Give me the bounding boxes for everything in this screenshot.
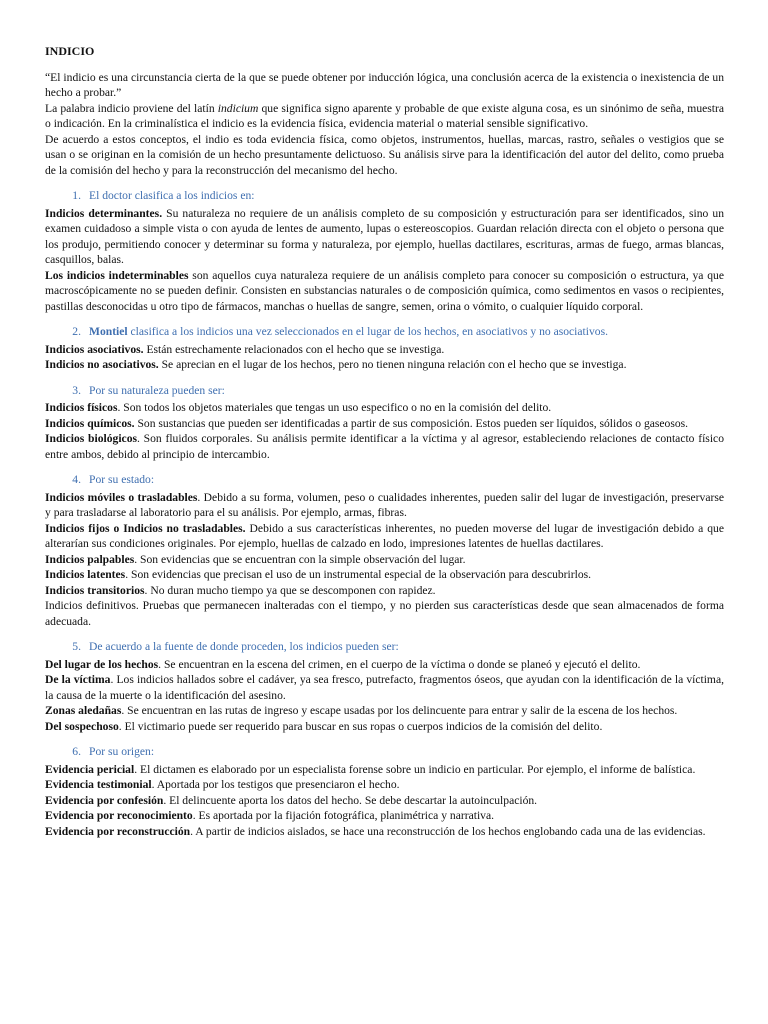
item-description: Están estrechamente relacionados con el hecho que se investiga.: [143, 342, 445, 356]
item-term: Del lugar de los hechos: [45, 657, 159, 671]
item-description: . Se encuentran en la escena del crimen, en el cuerpo de la víctima o donde se planeó y ejecutó el delito.: [158, 657, 641, 671]
item-term: Evidencia por reconocimiento: [45, 809, 193, 822]
section-4-item: [45, 598, 724, 629]
section-5-item: [45, 672, 724, 703]
section-3-item: [45, 416, 724, 432]
section-heading-label: Por su estado:: [89, 473, 155, 486]
item-description: Son sustancias que pueden ser identificadas a partir de sus composición. Estos pueden ser líquidos, sólidos o gaseosos.: [134, 416, 689, 430]
section-heading-text: [89, 639, 399, 655]
item-term: Zonas aledañas: [45, 704, 122, 717]
intro-etymology-latin-word: indicium: [217, 101, 259, 115]
item-term: Indicios fijos o Indicios no trasladables.: [45, 521, 246, 535]
item-term: Indicios biológicos: [45, 432, 138, 445]
sections-container: [45, 188, 724, 839]
section-6-item: [45, 824, 724, 840]
section-number: 4.: [72, 473, 81, 486]
item-description: . No duran mucho tiempo ya que se descomponen con rapidez.: [144, 583, 436, 597]
intro-etymology-before: La palabra indicio proviene del latín: [45, 101, 218, 115]
section-2-item: [45, 342, 724, 358]
section-4-item: [45, 567, 724, 583]
item-term: Indicios físicos: [45, 401, 118, 414]
section-2-item: [45, 357, 724, 373]
item-description: . Los indicios hallados sobre el cadáver, ya sea fresco, putrefacto, fragmentos óseos, que ayudan con la identificación de la víctima, la causa de la muerte o la identificación del asesino.: [45, 673, 724, 702]
section-heading-text: [89, 188, 254, 204]
item-description: . Es aportada por la fijación fotográfica, planimétrica y narrativa.: [192, 809, 495, 822]
item-description: . Aportada por los testigos que presenciaron el hecho.: [151, 778, 400, 791]
item-description: . El delincuente aporta los datos del hecho. Se debe descartar la autoinculpación.: [163, 793, 538, 807]
item-description: Se aprecian en el lugar de los hechos, pero no tienen ninguna relación con el hecho que se investiga.: [158, 358, 627, 371]
section-number: 5.: [72, 640, 81, 653]
item-description: . Debido a su forma, volumen, peso o cualidades inherentes, pueden salir del lugar de investigación, preservarse y para trasladarse al laboratorio para el su análisis. Por ejemplo, armas, fibras.: [45, 490, 724, 519]
section-heading-6: [45, 744, 724, 760]
section-heading-text: [89, 744, 154, 760]
item-term: Del sospechoso: [45, 719, 119, 733]
section-4-item: [45, 583, 724, 599]
item-term: De la víctima: [45, 673, 111, 686]
document-title: INDICIO: [45, 44, 95, 58]
section-heading-text: [89, 324, 608, 340]
section-6-item: [45, 808, 724, 824]
item-description: . Son evidencias que se encuentran con la simple observación del lugar.: [134, 552, 466, 566]
section-3-item: [45, 431, 724, 462]
item-description: son aquellos cuya naturaleza requiere de un análisis completo para conocer su composición o estructura, ya que macroscópicamente no se pueden definir. Consisten en substancias naturales o de composición química, como sedimentos en vasos o recipientes, pastillas desconocidas u otro tipo de fármacos, manchas o huellas de sangre, semen, orina o vómito, o cualquier líquido corporal.: [45, 268, 724, 313]
section-heading-1: [45, 188, 724, 204]
section-number: 6.: [72, 745, 81, 758]
section-heading-label: De acuerdo a la fuente de donde proceden, los indicios pueden ser:: [89, 640, 399, 653]
item-description: . Son fluidos corporales. Su análisis permite identificar a la víctima y al agresor, estableciendo relaciones de contacto físico entre ambos, debido al principio de intercambio.: [45, 432, 724, 461]
item-term: Indicios no asociativos.: [45, 358, 159, 371]
item-term: Evidencia testimonial: [45, 778, 152, 791]
section-1-item: [45, 206, 724, 268]
item-description: Debido a sus características inherentes, no pueden moverse del lugar de investigación debido a que alterarían sus condiciones originales. Por ejemplo, huellas de calzado en lodo, impresiones latentes de huellas dactilares.: [45, 521, 724, 550]
section-heading-text: [89, 383, 225, 399]
section-heading-text: [89, 472, 154, 488]
section-number: 3.: [72, 383, 81, 397]
item-term: Indicios asociativos.: [45, 342, 144, 356]
item-description: . El victimario puede ser requerido para buscar en sus ropas o cuerpos indicios de la comisión del delito.: [118, 719, 603, 733]
item-description: . Se encuentran en las rutas de ingreso y escape usadas por los delincuente para entrar y salir de la escena de los hechos.: [121, 704, 678, 717]
section-heading-author: Montiel: [89, 325, 128, 338]
item-term: Evidencia por reconstrucción: [45, 824, 191, 838]
section-heading-label: Por su origen:: [89, 745, 155, 758]
section-number: 1.: [72, 189, 81, 202]
intro-definition: De acuerdo a estos conceptos, el indio es toda evidencia física, como objetos, instrumentos, huellas, marcas, rastro, señales o vestigios que se usan o se originan en la comisión de un hecho presuntamente delictuoso. Su análisis sirve para la identificación del autor del delito, como prueba de la comisión del hecho y para la reconstrucción del mecanismo del hecho.: [45, 132, 724, 177]
section-4-item: [45, 490, 724, 521]
item-term: Indicios determinantes.: [45, 206, 163, 220]
section-number: 2.: [72, 325, 81, 338]
section-4-item: [45, 552, 724, 568]
section-heading-label: Por su naturaleza pueden ser:: [89, 383, 225, 397]
section-5-item: [45, 703, 724, 719]
section-5-item: [45, 657, 724, 673]
section-6-item: [45, 793, 724, 809]
item-term: Evidencia pericial: [45, 762, 135, 776]
intro-etymology-after: que significa signo aparente y probable de que existe alguna cosa, es un sinónimo de seña, muestra o indicación. En la criminalística el indicio es la evidencia física, evidencia material o material sensible significativo.: [45, 101, 724, 130]
section-6-item: [45, 777, 724, 793]
item-description: Su naturaleza no requiere de un análisis completo de su composición y estructuración para ser identificados, sino un examen cuidadoso a simple vista o con ayuda de lentes de aumento, lupas o estereoscopios. Guardan relación directa con el objeto o persona que los produjo, permitiendo conocer y determinar su forma y naturaleza, por ejemplo, huellas dactilares, escrituras, armas de fuego, armas blancas, casquillos, balas.: [45, 206, 725, 266]
item-term: Evidencia por confesión: [45, 793, 164, 807]
item-term: Indicios móviles o trasladables: [45, 490, 198, 504]
intro-quote: “El indicio es una circunstancia cierta de la que se puede obtener por inducción lógica, una conclusión acerca de la existencia o inexistencia de un hecho a probar.”: [45, 70, 724, 99]
intro-etymology: [45, 101, 724, 132]
section-5-item: [45, 719, 724, 735]
item-description: . Son todos los objetos materiales que tengas un uso especifico o no en la comisión del delito.: [117, 401, 552, 414]
item-description: Indicios definitivos. Pruebas que permanecen inalteradas con el tiempo, y no pierden sus características desde que sean almacenados de forma adecuada.: [45, 599, 724, 628]
section-heading-label: clasifica a los indicios una vez seleccionados en el lugar de los hechos, en asociativos y no asociativos.: [127, 325, 608, 338]
section-heading-5: [45, 639, 724, 655]
item-term: Indicios latentes: [45, 568, 126, 581]
item-description: . A partir de indicios aislados, se hace una reconstrucción de los hechos englobando cada una de las evidencias.: [190, 824, 706, 838]
item-description: . El dictamen es elaborado por un especialista forense sobre un indicio en particular. Por ejemplo, el informe de balística.: [134, 762, 696, 776]
item-description: . Son evidencias que precisan el uso de un instrumental especial de la observación para descubrirlos.: [125, 568, 592, 581]
section-heading-2: [45, 324, 724, 340]
section-4-item: [45, 521, 724, 552]
section-1-item: [45, 268, 724, 315]
item-term: Los indicios indeterminables: [45, 268, 189, 282]
item-term: Indicios transitorios: [45, 583, 145, 597]
section-3-item: [45, 400, 724, 416]
item-term: Indicios químicos.: [45, 416, 135, 430]
item-term: Indicios palpables: [45, 552, 135, 566]
section-heading-4: [45, 472, 724, 488]
section-heading-3: [45, 383, 724, 399]
section-heading-label: El doctor clasifica a los indicios en:: [89, 189, 255, 202]
section-6-item: [45, 762, 724, 778]
